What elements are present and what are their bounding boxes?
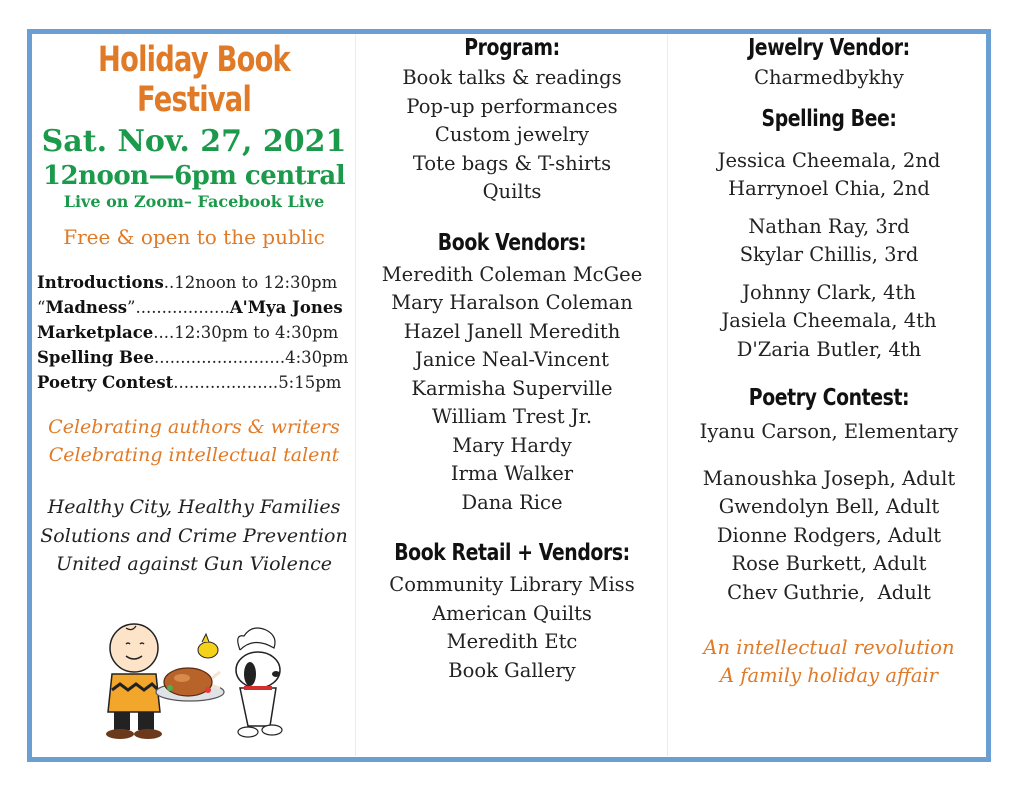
mission-block: [34, 493, 354, 579]
jewelry-heading: Jewelry Vendor:: [748, 35, 910, 61]
column-divider: [355, 34, 356, 756]
program-item: Custom jewelry: [434, 123, 590, 146]
spelling-group: [669, 279, 989, 365]
live-notice: Live on Zoom– Facebook Live: [63, 192, 325, 211]
book-vendors-list: [357, 261, 667, 518]
speller-item: Jasiela Cheemala, 4th: [721, 309, 937, 332]
speller-item: Jessica Cheemala, 2nd: [717, 148, 941, 172]
mission-line: Healthy City, Healthy Families: [47, 496, 341, 518]
celebrating-line: Celebrating intellectual talent: [48, 444, 340, 466]
celebrating-block: [34, 413, 354, 469]
program-item: Tote bags & T-shirts: [412, 151, 612, 175]
event-date: Sat. Nov. 27, 2021: [41, 124, 347, 159]
schedule-row: “Madness”..................A'Mya Jones: [37, 298, 343, 317]
vendor-item: Janice Neal-Vincent: [415, 348, 609, 371]
retail-item: Meredith Etc: [446, 630, 578, 653]
event-time: 12noon—6pm central: [42, 161, 346, 191]
vendor-item: Irma Walker: [450, 462, 574, 485]
poet-item: Chev Guthrie, Adult: [727, 580, 931, 604]
speller-item: Nathan Ray, 3rd: [748, 214, 910, 238]
middle-column: [357, 34, 667, 685]
retail-item: Community Library Miss: [389, 573, 635, 596]
poet-item: Rose Burkett, Adult: [731, 552, 927, 575]
right-column: [669, 34, 989, 690]
vendor-item: William Trest Jr.: [431, 405, 593, 428]
column-divider: [667, 34, 668, 756]
speller-item: Harrynoel Chia, 2nd: [728, 177, 930, 200]
poetry-adult-list: [669, 465, 989, 608]
book-retail-heading: Book Retail + Vendors:: [394, 540, 630, 566]
mission-line: United against Gun Violence: [55, 553, 332, 575]
program-list: [357, 64, 667, 207]
mission-line: Solutions and Crime Prevention: [40, 524, 348, 547]
speller-item: Skylar Chillis, 3rd: [739, 243, 919, 266]
vendor-item: Meredith Coleman McGee: [381, 262, 643, 286]
schedule-row: Introductions..12noon to 12:30pm: [37, 273, 338, 292]
schedule-row: Spelling Bee.........................4:30pm: [37, 348, 349, 367]
poet-item: Manoushka Joseph, Adult: [702, 466, 956, 490]
free-notice: Free & open to the public: [63, 225, 325, 249]
retail-item: American Quilts: [432, 601, 592, 625]
celebrating-line: Celebrating authors & writers: [48, 416, 340, 438]
program-item: Book talks & readings: [402, 66, 622, 89]
program-item: Pop-up performances: [406, 94, 618, 118]
vendor-item: Dana Rice: [461, 490, 563, 514]
poetry-elementary: Iyanu Carson, Elementary: [699, 420, 959, 443]
spelling-bee-heading: Spelling Bee:: [761, 105, 897, 132]
schedule: [34, 270, 354, 395]
spelling-group: [669, 213, 989, 270]
speller-item: Johnny Clark, 4th: [742, 280, 916, 304]
vendor-item: Mary Haralson Coleman: [391, 291, 633, 314]
schedule-row: Poetry Contest....................5:15pm: [37, 373, 342, 392]
schedule-row: Marketplace....12:30pm to 4:30pm: [37, 323, 339, 342]
vendor-item: Hazel Janell Meredith: [403, 319, 621, 343]
poet-item: Gwendolyn Bell, Adult: [718, 495, 940, 518]
retail-item: Book Gallery: [448, 658, 576, 682]
book-retail-list: [357, 571, 667, 685]
spelling-group: [669, 147, 989, 204]
festival-title: Holiday Book Festival: [98, 40, 290, 120]
left-column: [34, 34, 354, 579]
charlie-brown-snoopy-illustration: [90, 620, 300, 745]
speller-item: D'Zaria Butler, 4th: [736, 337, 922, 361]
jewelry-vendor: Charmedbykhy: [754, 66, 904, 89]
program-heading: Program:: [464, 35, 560, 61]
poet-item: Dionne Rodgers, Adult: [716, 523, 942, 547]
vendor-item: Karmisha Superville: [411, 376, 613, 400]
vendor-item: Mary Hardy: [452, 433, 572, 457]
closing-line: A family holiday affair: [719, 664, 939, 687]
program-item: Quilts: [482, 180, 542, 203]
closing-block: [669, 634, 989, 690]
poetry-contest-heading: Poetry Contest:: [748, 385, 910, 411]
book-vendors-heading: Book Vendors:: [437, 229, 587, 256]
closing-line: An intellectual revolution: [703, 636, 955, 659]
